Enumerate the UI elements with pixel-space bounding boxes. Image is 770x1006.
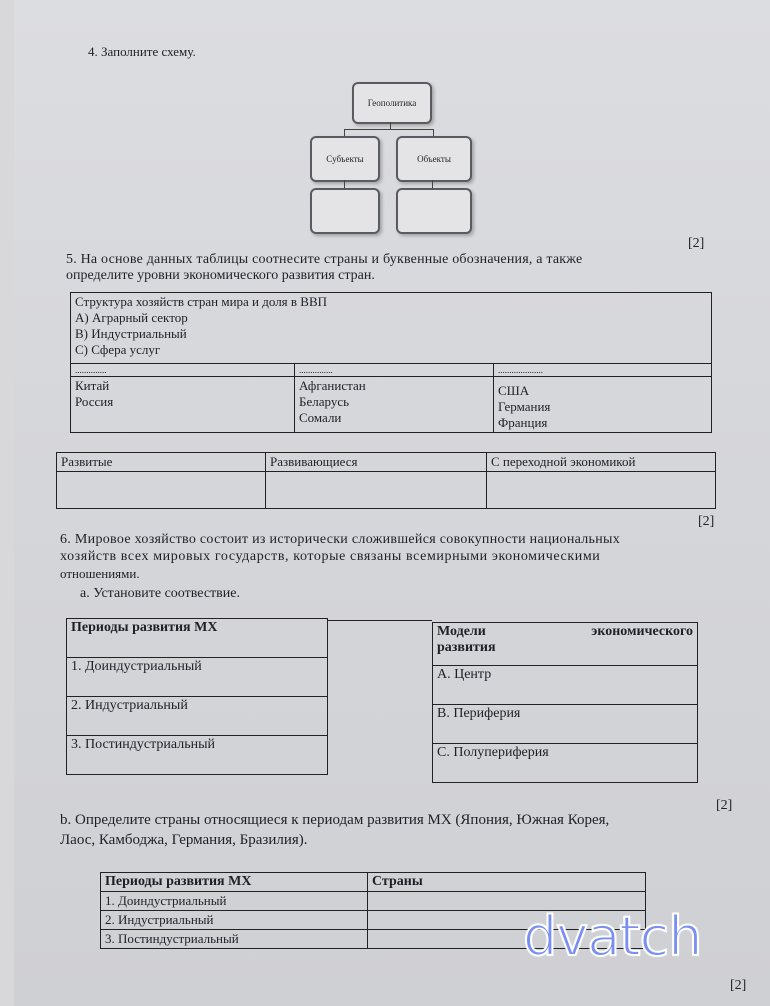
- model-row: С. Полупериферия: [433, 744, 698, 783]
- structure-c: С) Сфера услуг: [75, 342, 161, 357]
- b-header-countries: Страны: [368, 873, 646, 892]
- task6-line1: 6. Мировое хозяйство состоит из исторически сложившейся совокупности национальных: [60, 532, 621, 547]
- period-row: 1. Доиндустриальный: [67, 658, 328, 697]
- country: США: [498, 383, 530, 398]
- structure-a: А) Аграрный сектор: [75, 310, 188, 325]
- models-header: [433, 623, 698, 666]
- task6-line3: отношениями.: [60, 566, 140, 581]
- models-header-word: экономического: [591, 624, 693, 639]
- scheme-root-label: Геополитика: [367, 98, 417, 108]
- country: Сомали: [299, 410, 342, 425]
- models-header-word: Модели: [437, 624, 486, 639]
- country: Афганистан: [299, 378, 366, 393]
- b-period-row: 2. Индустриальный: [101, 911, 368, 930]
- task6b-mark: [2]: [730, 978, 747, 993]
- level-answer-cell[interactable]: [487, 472, 716, 509]
- level-header-developing: Развивающиеся: [266, 453, 487, 472]
- scheme-line: [344, 180, 345, 188]
- page-edge: [0, 0, 15, 1006]
- scheme-empty-box-right[interactable]: [396, 188, 472, 234]
- scheme-root-box: [352, 82, 432, 124]
- level-answer-cell[interactable]: [57, 472, 266, 509]
- task6a-mark: [2]: [716, 798, 733, 813]
- model-row: А. Центр: [433, 666, 698, 705]
- structure-header-cell: [71, 293, 712, 364]
- structure-title: Структура хозяйств стран мира и доля в ВВП: [75, 294, 328, 309]
- levels-table: [56, 452, 716, 509]
- task4-mark: [2]: [688, 236, 705, 251]
- level-header-transition: С переходной экономикой: [487, 453, 716, 472]
- model-row: В. Периферия: [433, 705, 698, 744]
- scheme-empty-box-left[interactable]: [310, 188, 380, 234]
- dots-cell[interactable]: ...............: [295, 364, 494, 377]
- scheme-line: [344, 129, 434, 130]
- country: Россия: [75, 394, 114, 409]
- countries-col1: [71, 377, 295, 433]
- scheme-objects-box: [396, 136, 472, 182]
- country: Китай: [75, 378, 110, 393]
- b-period-row: 1. Доиндустриальный: [101, 892, 368, 911]
- scheme-subjects-label: Субъекты: [326, 154, 364, 164]
- b-period-row: 3. Постиндустриальный: [101, 930, 368, 949]
- models-header-word: развития: [437, 640, 496, 655]
- country: Беларусь: [299, 394, 350, 409]
- task5-line1: 5. На основе данных таблицы соотнесите страны и буквенные обозначения, а также: [66, 252, 583, 267]
- task5-mark: [2]: [698, 514, 715, 529]
- periods-table: [66, 618, 328, 775]
- scheme-line: [432, 180, 433, 188]
- countries-col3: [494, 377, 712, 433]
- watermark-logo: dvatch: [523, 905, 702, 968]
- level-answer-cell[interactable]: [266, 472, 487, 509]
- task6b-line2: Лаос, Камбоджа, Германия, Бразилия).: [60, 832, 308, 848]
- task4-title: 4. Заполните схему.: [88, 44, 196, 59]
- task5-line2: определите уровни экономического развития стран.: [66, 268, 375, 283]
- task6a-title: а. Установите соотвествие.: [80, 586, 240, 601]
- models-table: [432, 622, 698, 783]
- period-row: 3. Постиндустриальный: [67, 736, 328, 775]
- structure-b: В) Индустриальный: [75, 326, 187, 341]
- scheme-objects-label: Объекты: [417, 154, 451, 164]
- period-row: 2. Индустриальный: [67, 697, 328, 736]
- country: Германия: [498, 399, 551, 414]
- periods-header: Периоды развития МХ: [67, 619, 328, 658]
- b-header-periods: Периоды развития МХ: [101, 873, 368, 892]
- task6b-line1: b. Определите страны относящиеся к периодам развития МХ (Япония, Южная Корея,: [60, 812, 610, 828]
- dots-cell[interactable]: ....................: [494, 364, 712, 377]
- level-header-developed: Развитые: [57, 453, 266, 472]
- scheme-subjects-box: [310, 136, 380, 182]
- countries-col2: [295, 377, 494, 433]
- matching-gap[interactable]: [328, 620, 432, 773]
- dots-cell[interactable]: ..............: [71, 364, 295, 377]
- structure-table: [70, 292, 712, 433]
- country: Франция: [498, 415, 548, 430]
- task6-line2: хозяйств всех мировых государств, которые связаны всемирными экономическими: [60, 549, 601, 564]
